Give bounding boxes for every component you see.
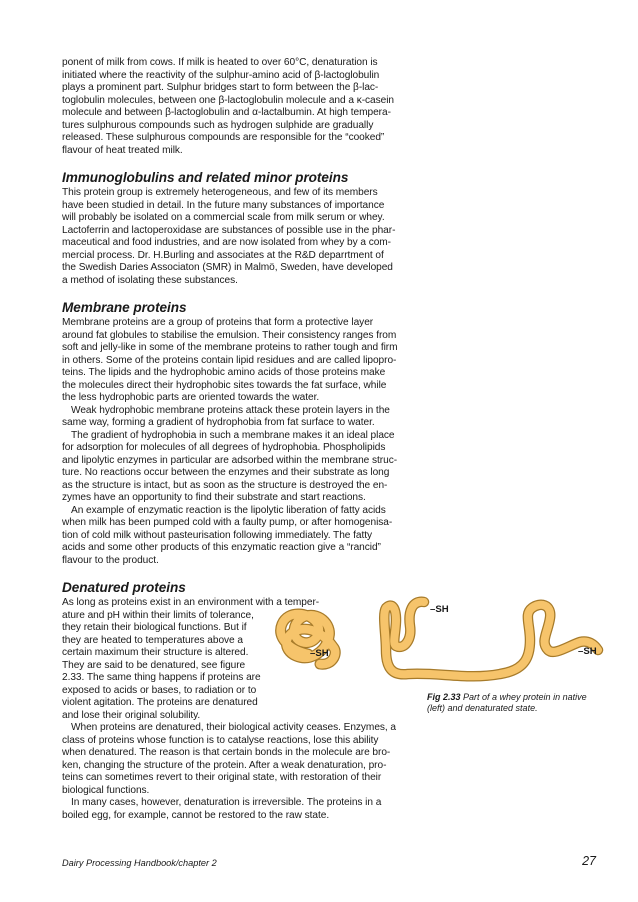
caption-label: Fig 2.33 [427, 692, 461, 702]
figure-caption [427, 692, 597, 714]
denatured-protein-chain [384, 602, 598, 676]
membrane-paragraph-2: Weak hydrophobic membrane proteins attack these protein layers in the same way, forming a gradient of hydrophobia from fat surface to water. [62, 404, 390, 428]
figure-2-33 [268, 590, 613, 700]
membrane-paragraph-4: An example of enzymatic reaction is the lipolytic liberation of fatty acids when milk has been pumped cold with a faulty pump, or after homogenisa- tion of cold milk without pasteurisation following immediately. The fatty acids and some other products of this enzymatic reaction give a “rancid” flavour to the product. [62, 504, 393, 566]
body-text-column [62, 57, 414, 822]
heading-membrane-proteins: Membrane proteins [62, 300, 187, 315]
heading-denatured-proteins: Denatured proteins [62, 580, 186, 595]
denatured-paragraph-1: As long as proteins exist in an environment with a temper- ature and pH within their limits of tolerance, they retain their biological functions. But if they are heated to temperatures above a certain maximum their structure is altered. They are said to be denatured, see figure 2.33. The same thing happens if proteins are exposed to acids or bases, to radiation or to violent agitation. The proteins are denatured and lose their original solubility. [62, 597, 320, 721]
denatured-paragraph-3: In many cases, however, denaturation is irreversible. The proteins in a boiled egg, for example, cannot be restored to the raw state. [62, 797, 382, 821]
sh-label-top: –SH [430, 604, 449, 615]
membrane-paragraph-3: The gradient of hydrophobia in such a membrane makes it an ideal place for adsorption for molecules of all degrees of hydrophobia. Phospholipids and lipolytic enzymes in particular are adsorbed within the membrane struc- ture. No reactions occur between the enzymes and their substrate as long as the structure is intact, but as soon as the structure is destroyed the en- zymes have an opportunity to find their substrate and start reactions. [62, 429, 398, 503]
footer-book-title: Dairy Processing Handbook/chapter 2 [62, 858, 217, 868]
caption-text: Part of a whey protein in native (left) and denaturated state. [427, 692, 587, 713]
sh-label-right: –SH [578, 646, 597, 657]
denatured-paragraph-2: When proteins are denatured, their biological activity ceases. Enzymes, a class of proteins whose function is to catalyse reactions, lose this ability when denatured. The reason is that certain bonds in the molecule are bro- ken, changing the structure of the protein. After a weak denaturation, pro- teins can sometimes revert to their original state, with restoration of their biological functions. [62, 722, 397, 796]
membrane-paragraph-1: Membrane proteins are a group of proteins that form a protective layer around fat globules to stabilise the emulsion. Their consistency ranges from soft and jelly-like in some of the membrane proteins to rather tough and firm in others. Some of the proteins contain lipid residues and are called lipopro- teins. The lipids and the hydrophobic amino acids of those proteins make the molecules direct their hydrophobic sites towards the fat surface, while the less hydrophobic parts are oriented towards the water. [62, 317, 398, 403]
page-number: 27 [582, 854, 596, 868]
immunoglobulins-paragraph: This protein group is extremely heterogeneous, and few of its members have been studied in detail. In the future many substances of importance will probably be isolated on a commercial scale from milk serum or whey. Lactoferrin and lactoperoxidase are substances of possible use in the phar- maceutical and food industries, and are now isolated from whey by a com- mercial process. Dr. H.Burling and associates at the R&D deparrtment of the Swedish Daries Associaton (SMR) in Malmö, Sweden, have developed a method of isolating these substances. [62, 187, 396, 286]
intro-paragraph: ponent of milk from cows. If milk is heated to over 60°C, denaturation is initiated where the reactivity of the sulphur-amino acid of β-lactoglobulin plays a prominent part. Sulphur bridges start to form between the β-lac- toglobulin molecules, between one β-lactoglobulin molecule and a κ-casein molecule and between β-lactoglobulin and α-lactalbumin. At high tempera- tures sulphurous compounds such as hydrogen sulphide are gradually released. These sulphurous compounds are responsible for the “cooked” flavour of heat treated milk. [62, 57, 395, 156]
heading-immunoglobulins: Immunoglobulins and related minor proteins [62, 170, 349, 185]
sh-label-native: –SH [310, 648, 329, 659]
